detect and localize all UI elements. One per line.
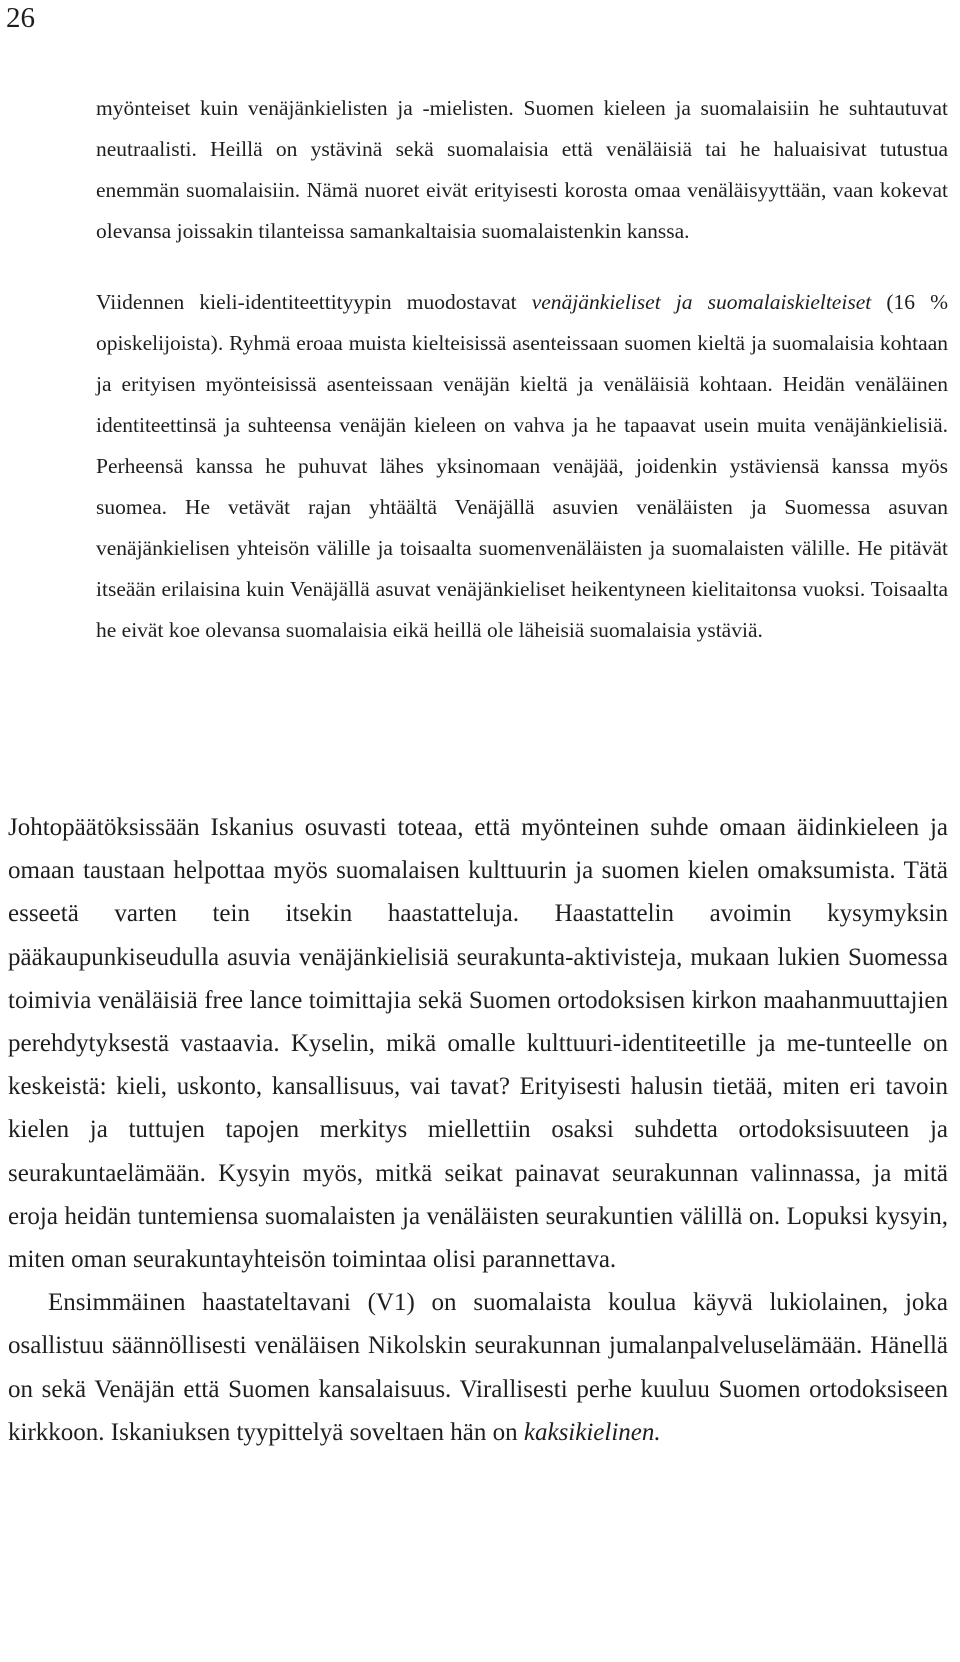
quote-paragraph-2: [96, 282, 948, 651]
body-paragraph-2-start: Ensimmäinen haastateltavani (V1) on suomalaista koulua käyvä lukiolainen, joka osallistuu säännöllisesti venäläisen Nikolskin seurakunnan jumalanpalveluselämään. Hänellä on sekä Venäjän että Suomen kansalaisuus. Virallisesti perhe kuuluu Suomen ortodoksiseen kirkkoon. Iskaniuksen tyypittelyä soveltaen hän on: [8, 1289, 948, 1446]
page-number: 26: [6, 2, 35, 34]
quote-paragraph-2-start: Viidennen kieli-identiteettityypin muodostavat: [96, 290, 532, 314]
quote-paragraph-2-italic-term: venäjänkieliset ja suomalaiskielteiset: [531, 290, 872, 314]
quote-paragraph-1: myönteiset kuin venäjänkielisten ja -mielisten. Suomen kieleen ja suomalaisiin he suhtautuvat neutraalisti. Heillä on ystävinä sekä suomalaisia että venäläisiä tai he haluaisivat tutustua enemmän suomalaisiin. Nämä nuoret eivät erityisesti korosta omaa venäläisyyttään, vaan kokevat olevansa joissakin tilanteissa samankaltaisia suomalaistenkin kanssa.: [96, 96, 948, 243]
body-paragraph-2-italic-term: kaksikielinen.: [523, 1418, 661, 1446]
indented-quote-block: [96, 88, 948, 651]
main-body-text: [8, 806, 948, 1454]
quote-paragraph-2-rest: (16 % opiskelijoista). Ryhmä eroaa muista kielteisissä asenteissaan suomen kieltä ja suomalaisia kohtaan ja erityisen myönteisissä asenteissaan venäjän kieltä ja venäläisiä kohtaan. Heidän venäläinen identiteettinsä ja suhteensa venäjän kieleen on vahva ja he tapaavat usein muita venäjänkielisiä. Perheensä kanssa he puhuvat lähes yksinomaan venäjää, joidenkin ystäviensä kanssa myös suomea. He vetävät rajan yhtäältä Venäjällä asuvien venäläisten ja Suomessa asuvan venäjänkielisen yhteisön välille ja toisaalta suomenvenäläisten ja suomalaisten välille. He pitävät itseään erilaisina kuin Venäjällä asuvat venäjänkieliset heikentyneen kielitaitonsa vuoksi. Toisaalta he eivät koe olevansa suomalaisia eikä heillä ole läheisiä suomalaisia ystäviä.: [96, 290, 948, 642]
body-paragraph-2: [8, 1281, 948, 1454]
body-paragraph-1: Johtopäätöksissään Iskanius osuvasti toteaa, että myönteinen suhde omaan äidinkieleen ja omaan taustaan helpottaa myös suomalaisen kulttuurin ja suomen kielen omaksumista. Tätä esseetä varten tein itsekin haastatteluja. Haastattelin avoimin kysymyksin pääkaupunkiseudulla asuvia venäjänkielisiä seurakunta-aktivisteja, mukaan lukien Suomessa toimivia venäläisiä free lance toimittajia sekä Suomen ortodoksisen kirkon maahanmuuttajien perehdytyksestä vastaavia. Kyselin, mikä omalle kulttuuri-identiteetille ja me-tunteelle on keskeistä: kieli, uskonto, kansallisuus, vai tavat? Erityisesti halusin tietää, miten eri tavoin kielen ja tuttujen tapojen merkitys miellettiin osaksi suhdetta ortodoksisuuteen ja seurakuntaelämään. Kysyin myös, mitkä seikat painavat seurakunnan valinnassa, ja mitä eroja heidän tuntemiensa suomalaisten ja venäläisten seurakuntien välillä on. Lopuksi kysyin, miten oman seurakuntayhteisön toimintaa olisi parannettava.: [8, 814, 948, 1274]
